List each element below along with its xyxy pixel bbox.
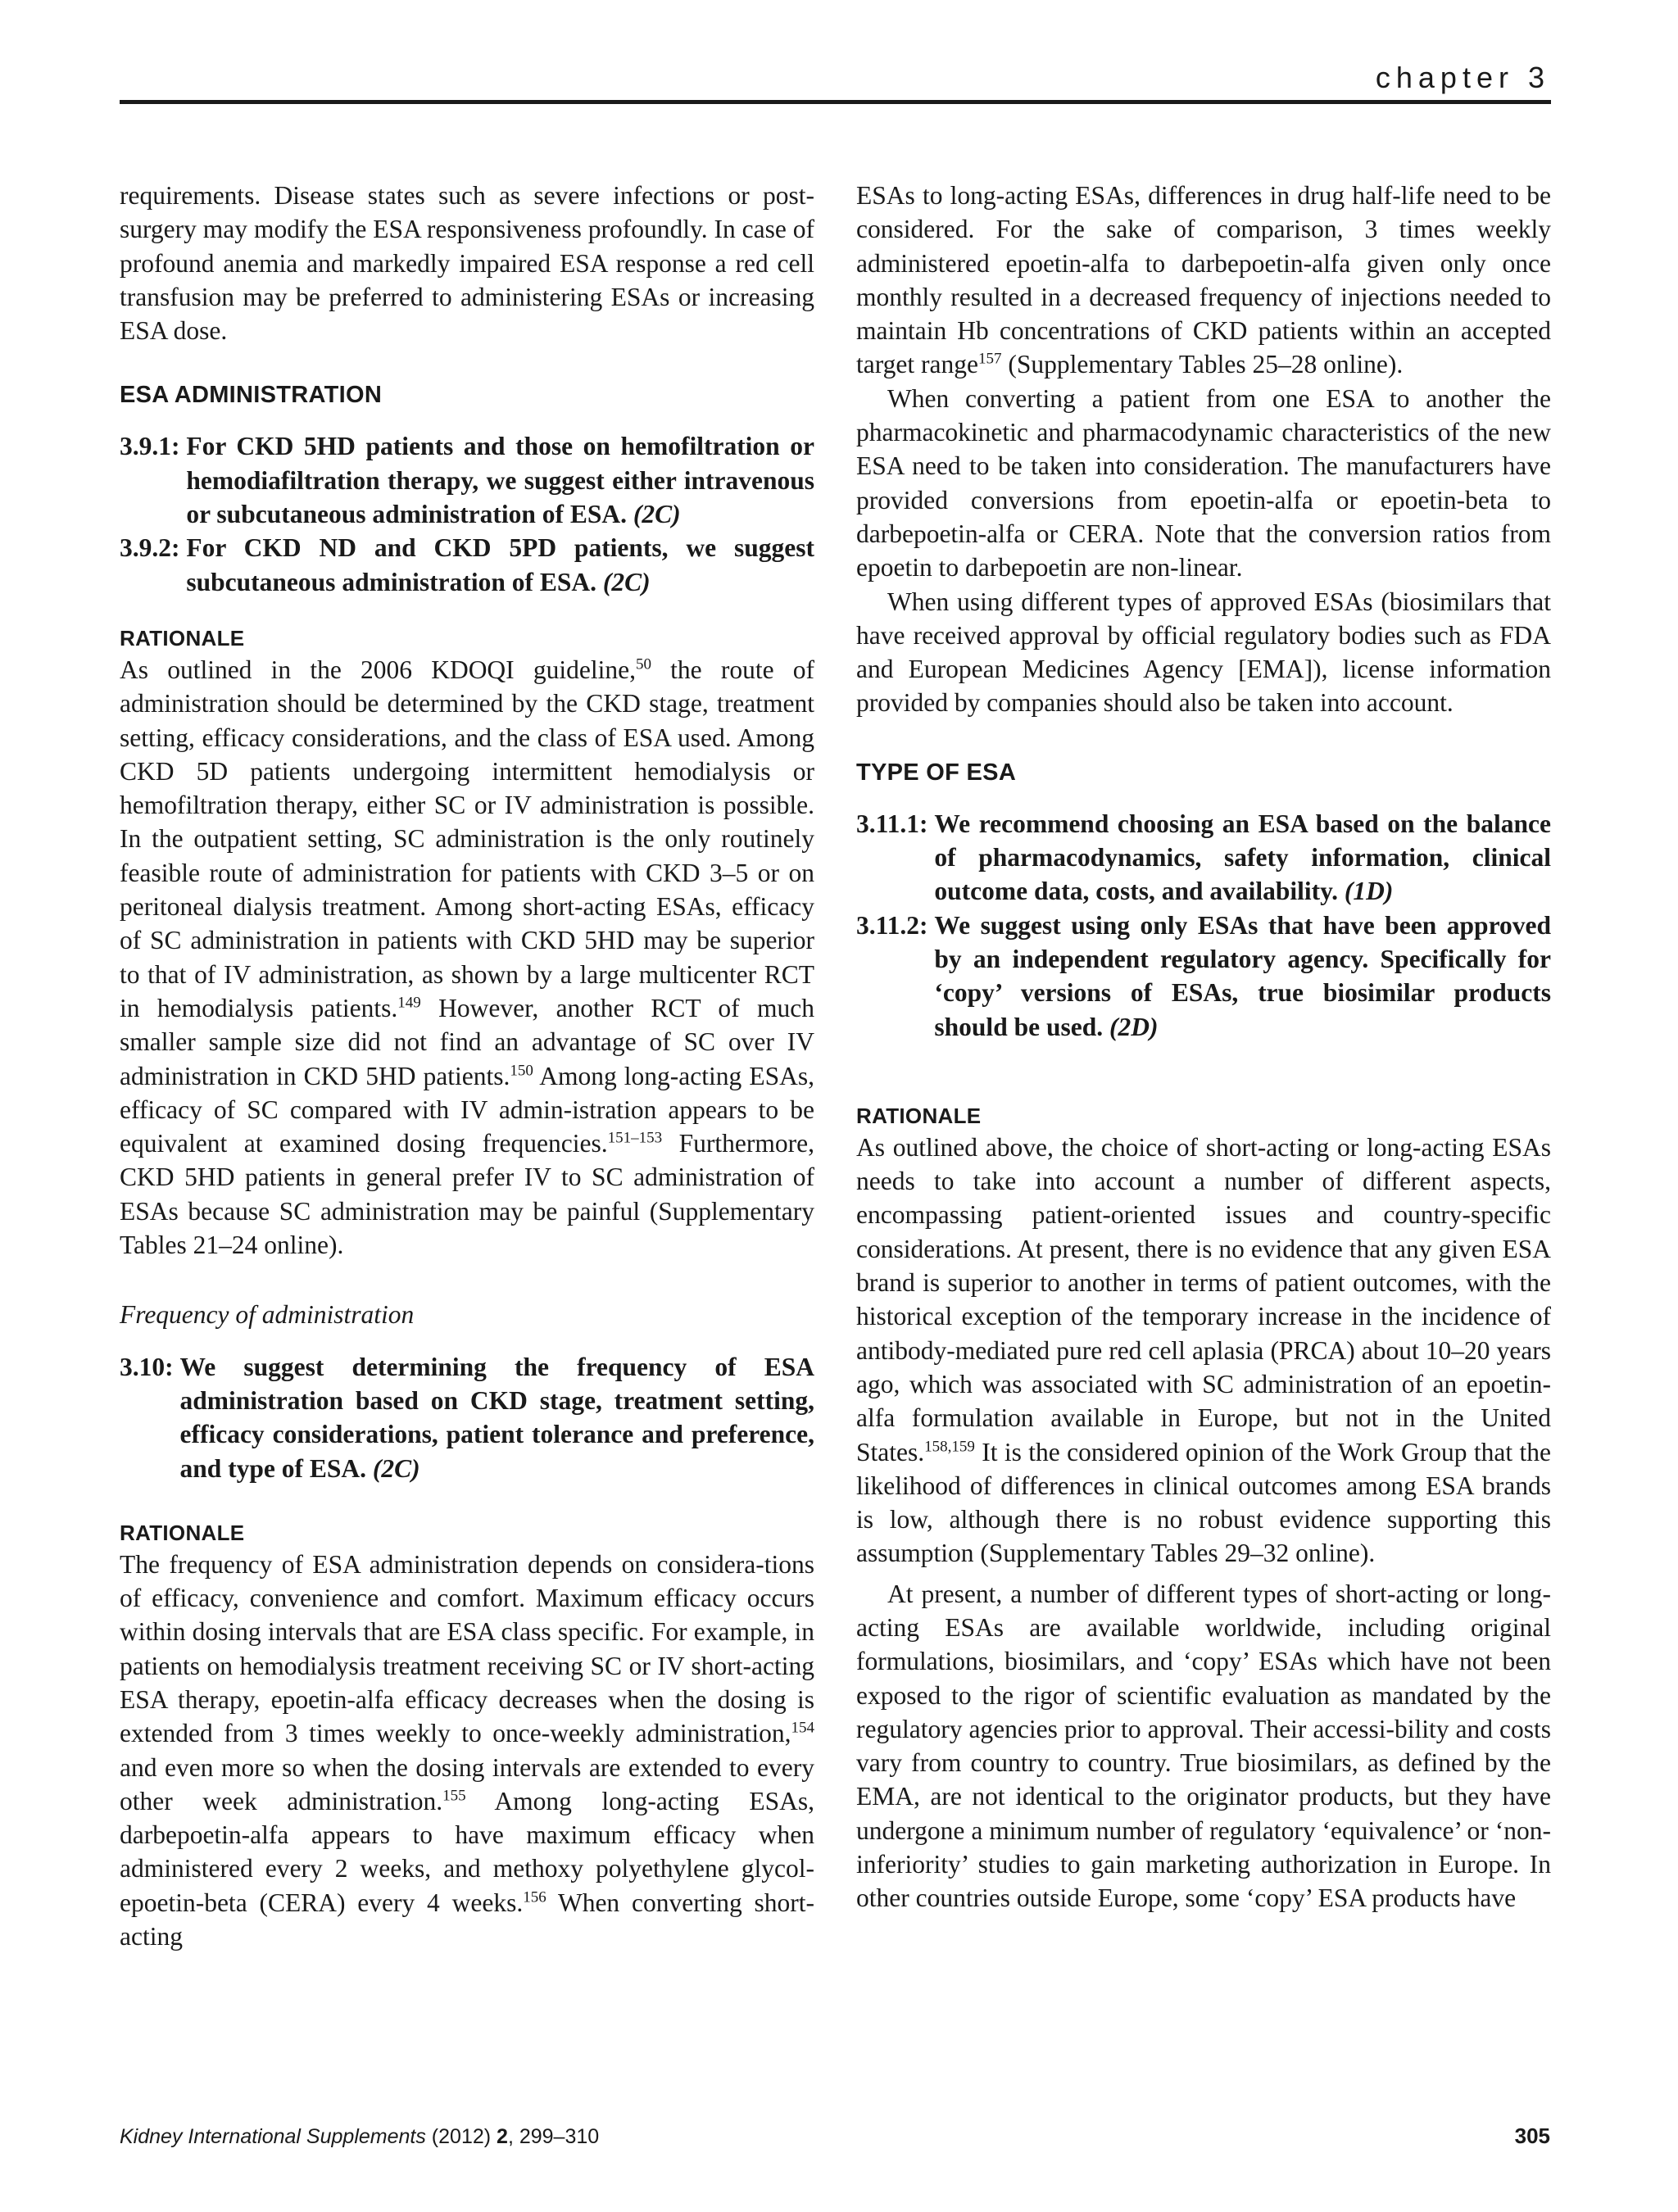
citation: 155	[442, 1787, 466, 1805]
citation: 151–153	[607, 1129, 663, 1147]
citation: 149	[397, 994, 421, 1012]
citation: 150	[510, 1062, 533, 1080]
subsection-title-frequency: Frequency of administration	[120, 1300, 415, 1330]
body-paragraph: At present, a number of different types of short-acting or long-acting ESAs are available worldwide, including original formulations, biosimilars, and ‘copy’ ESAs which have not been exposed to the rigor of scientific evaluation as mandated by the regulatory agencies prior to approval. Their accessi-bility and costs vary from country to country. True biosimilars, as defined by the EMA, are not identical to the originator products, but they have undergone a minimum number of regulatory ‘equivalence’ or ‘non-inferiority’ studies to gain marketing authorization in Europe. In other countries outside Europe, some ‘copy’ ESA products have	[856, 1579, 1551, 1913]
rec-text: We recommend choosing an ESA based on the balance of pharmacodynamics, safety information, clinical outcome data, costs, and availability.	[934, 809, 1551, 906]
body-paragraph: ESAs to long-acting ESAs, differences in drug half-life need to be considered. For the sake of comparison, 3 times weekly administered epoetin-alfa to darbepoetin-alfa given only once monthly resulted in a decreased frequency of injections needed to maintain Hb concentrations of CKD patients within an accepted target range$^{157}$ (Supplementary Tables 25–28 online).	[856, 181, 1551, 379]
rationale-heading: RATIONALE	[120, 625, 245, 650]
rationale-paragraph: The frequency of ESA administration depends on considera-tions of efficacy, convenience and comfort. Maximum efficacy occurs within dosing intervals that are ESA class specific. For example, in patients on hemodialysis treatment receiving SC or IV short-acting ESA therapy, epoetin-alfa efficacy decreases when the dosing is extended from 3 times weekly to once-weekly administration,$^{154}$ and even more so when the dosing intervals are extended to every other week administration.$^{155}$ Among long-acting ESAs, darbepoetin-alfa appears to have maximum efficacy when administered every 2 weeks, and methoxy polyethylene glycol-epoetin-beta (CERA) every 4 weeks.$^{156}$ When converting short-acting	[120, 1549, 814, 1951]
right-column	[856, 179, 1551, 1915]
body-paragraph: When using different types of approved ESAs (biosimilars that have received approval by official regulatory bodies such as FDA and European Medicines Agency [EMA]), license information provided by companies should also be taken into account.	[856, 587, 1551, 718]
rec-grade: (2C)	[602, 567, 651, 596]
rec-number: 3.11.2:	[856, 910, 928, 940]
rec-grade: (2C)	[633, 500, 681, 529]
rec-number: 3.9.2:	[120, 533, 180, 563]
rec-grade: (2C)	[372, 1453, 420, 1483]
rationale-paragraph: As outlined above, the choice of short-acting or long-acting ESAs needs to take into account a number of different aspects, encompassing patient-oriented issues and country-specific considerations. At present, there is no evidence that any given ESA brand is superior to another in terms of patient outcomes, with the historical exception of the temporary increase in the incidence of antibody-mediated pure red cell aplasia (PRCA) about 10–20 years ago, which was associated with SC administration of an epoetin-alfa formulation available in Europe, but not in the United States.$^{158,159}$ It is the considered opinion of the Work Group that the likelihood of differences in clinical outcomes among ESA brands is low, although there is no robust evidence supporting this assumption (Supplementary Tables 29–32 online).	[856, 1132, 1551, 1568]
recommendation-3-11-2	[856, 909, 1551, 1044]
citation: 158,159	[924, 1438, 975, 1455]
rationale-paragraph: As outlined in the 2006 KDOQI guideline,$^{50}$ the route of administration should be determined by the CKD stage, treatment setting, efficacy considerations, and the class of ESA used. Among CKD 5D patients undergoing intermittent hemodialysis or hemofiltration therapy, either SC or IV administration is possible. In the outpatient setting, SC administration is the only routinely feasible route of administration for patients with CKD 3–5 or on peritoneal dialysis treatment. Among short-acting ESAs, efficacy of SC administration in patients with CKD 5HD may be superior to that of IV administration, as shown by a large multicenter RCT in hemodialysis patients.$^{149}$ However, another RCT of much smaller sample size did not find an advantage of SC over IV administration in CKD 5HD patients.$^{150}$ Among long-acting ESAs, efficacy of SC compared with IV admin-istration appears to be equivalent at examined dosing frequencies.$^{151-153}$ Furthermore, CKD 5HD patients in general prefer IV to SC administration of ESAs because SC administration may be painful (Supplementary Tables 21–24 online).	[120, 655, 814, 1260]
citation: 157	[977, 350, 1002, 368]
rec-text: For CKD ND and CKD 5PD patients, we suggest subcutaneous administration of ESA.	[186, 533, 814, 596]
header-rule	[120, 100, 1551, 104]
recommendation-3-10	[120, 1350, 814, 1485]
body-paragraph: When converting a patient from one ESA to another the pharmacokinetic and pharmacodynamic characteristics of the new ESA need to be taken into consideration. The manufacturers have provided conversions from epoetin-alfa or epoetin-beta to darbepoetin-alfa or CERA. Note that the conversion ratios from epoetin to darbepoetin are non-linear.	[856, 383, 1551, 582]
recommendation-3-9-1	[120, 429, 814, 531]
section-title-type-of-esa: TYPE OF ESA	[856, 759, 1017, 786]
recommendation-3-11-1	[856, 807, 1551, 909]
rec-text: We suggest using only ESAs that have been approved by an independent regulatory agency. Specifically for ‘copy’ versions of ESAs, true biosimilar products should be used.	[934, 910, 1551, 1041]
intro-paragraph: requirements. Disease states such as severe infections or post-surgery may modify the ESA responsiveness profoundly. In case of profound anemia and markedly impaired ESA response a red cell transfusion may be preferred to administering ESAs or increasing ESA dose.	[120, 181, 814, 346]
recommendation-3-9-2	[120, 531, 814, 599]
rationale-heading: RATIONALE	[120, 1520, 245, 1545]
journal-citation: Kidney International Supplements (2012) 2, 299–310	[120, 2125, 600, 2148]
rec-grade: (1D)	[1344, 877, 1394, 906]
citation: 156	[523, 1888, 546, 1906]
rec-text: We suggest determining the frequency of ESA administration based on CKD stage, treatment setting, efficacy considerations, patient tolerance and preference, and type of ESA.	[179, 1352, 814, 1483]
rec-number: 3.11.1:	[856, 809, 928, 838]
rec-number: 3.9.1:	[120, 432, 180, 461]
rec-number: 3.10:	[120, 1352, 174, 1381]
rec-grade: (2D)	[1109, 1012, 1159, 1041]
citation: 50	[635, 655, 651, 673]
page-number: 305	[1514, 2124, 1550, 2148]
rationale-heading: RATIONALE	[856, 1103, 982, 1128]
left-column	[120, 179, 814, 1953]
chapter-label: chapter 3	[1375, 61, 1550, 94]
section-title-esa-administration: ESA ADMINISTRATION	[120, 382, 383, 409]
citation: 154	[791, 1719, 814, 1737]
rec-text: For CKD 5HD patients and those on hemofiltration or hemodiafiltration therapy, we suggest either intravenous or subcutaneous administration of ESA.	[186, 432, 814, 529]
